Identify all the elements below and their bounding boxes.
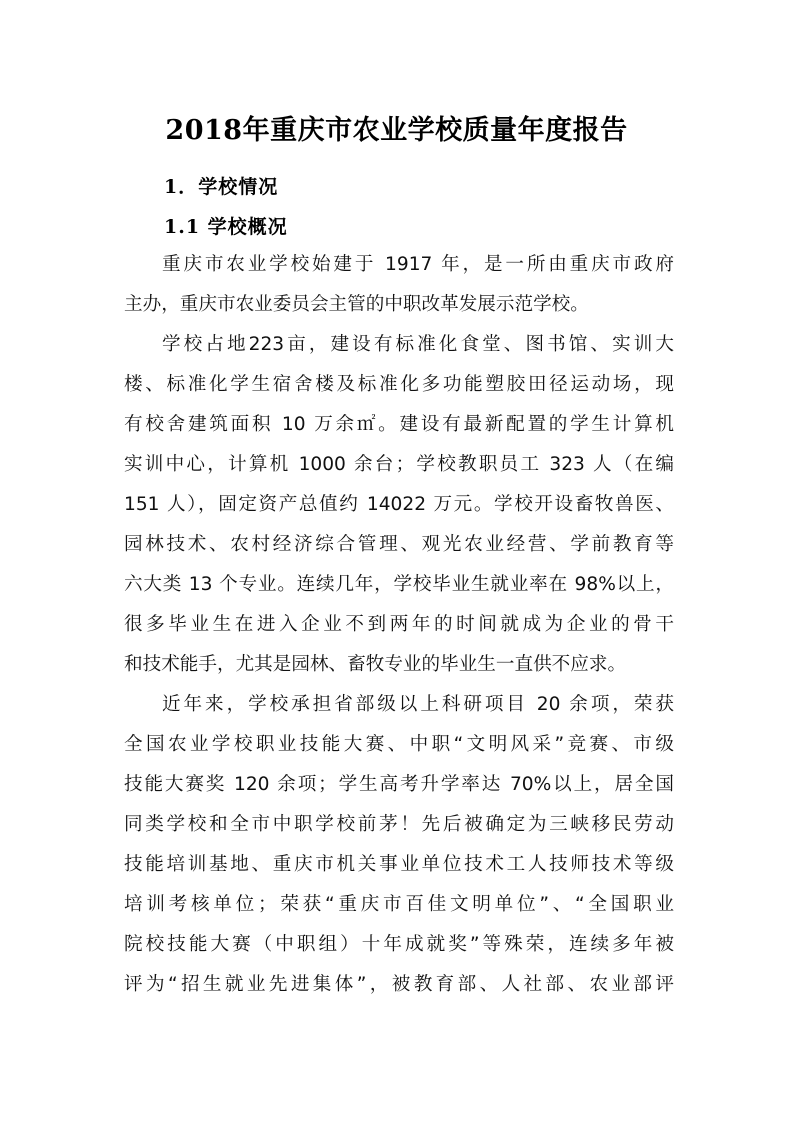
paragraph-1 — [124, 245, 674, 325]
paragraph-line: 六大类 13 个专业。连续几年，学校毕业生就业率在 98%以上， — [124, 574, 674, 595]
paragraph-line: 和技术能手，尤其是园林、畜牧专业的毕业生一直供不应求。 — [124, 654, 627, 675]
paragraph-line: 同类学校和全市中职学校前茅！先后被确定为三峡移民劳动 — [124, 814, 674, 835]
paragraph-line: 实训中心，计算机 1000 余台；学校教职员工 323 人（在编 — [124, 454, 674, 475]
paragraph-line: 评为“招生就业先进集体”，被教育部、人社部、农业部评 — [124, 974, 674, 995]
document-title: 2018年重庆市农业学校质量年度报告 — [165, 115, 628, 146]
paragraph-line: 主办，重庆市农业委员会主管的中职改革发展示范学校。 — [124, 294, 589, 315]
section-heading-school-situation: 1．学校情况 — [164, 176, 279, 198]
paragraph-line: 培训考核单位；荣获“重庆市百佳文明单位”、“全国职业 — [124, 894, 674, 915]
paragraph-line: 技能培训基地、重庆市机关事业单位技术工人技师技术等级 — [124, 854, 674, 875]
section-heading-school-overview: 1.1 学校概况 — [164, 216, 288, 238]
paragraph-line: 近年来，学校承担省部级以上科研项目 20 余项，荣获 — [162, 694, 674, 715]
paragraph-line: 楼、标准化学生宿舍楼及标准化多功能塑胶田径运动场，现 — [124, 374, 674, 395]
paragraph-line: 151 人），固定资产总值约 14022 万元。学校开设畜牧兽医、 — [124, 494, 674, 515]
paragraph-2 — [124, 325, 674, 685]
paragraph-line: 园林技术、农村经济综合管理、观光农业经营、学前教育等 — [124, 534, 674, 555]
paragraph-line: 技能大赛奖 120 余项；学生高考升学率达 70%以上，居全国 — [124, 774, 674, 795]
paragraph-line: 全国农业学校职业技能大赛、中职“文明风采”竞赛、市级 — [124, 734, 674, 755]
paragraph-line: 有校舍建筑面积 10 万余㎡。建设有最新配置的学生计算机 — [124, 414, 674, 435]
paragraph-3 — [124, 685, 674, 1005]
paragraph-line: 很多毕业生在进入企业不到两年的时间就成为企业的骨干 — [124, 614, 674, 635]
paragraph-line: 重庆市农业学校始建于 1917 年，是一所由重庆市政府 — [162, 254, 674, 275]
paragraph-line: 学校占地223亩，建设有标准化食堂、图书馆、实训大 — [162, 334, 674, 355]
paragraph-line: 院校技能大赛（中职组）十年成就奖”等殊荣，连续多年被 — [124, 934, 674, 955]
